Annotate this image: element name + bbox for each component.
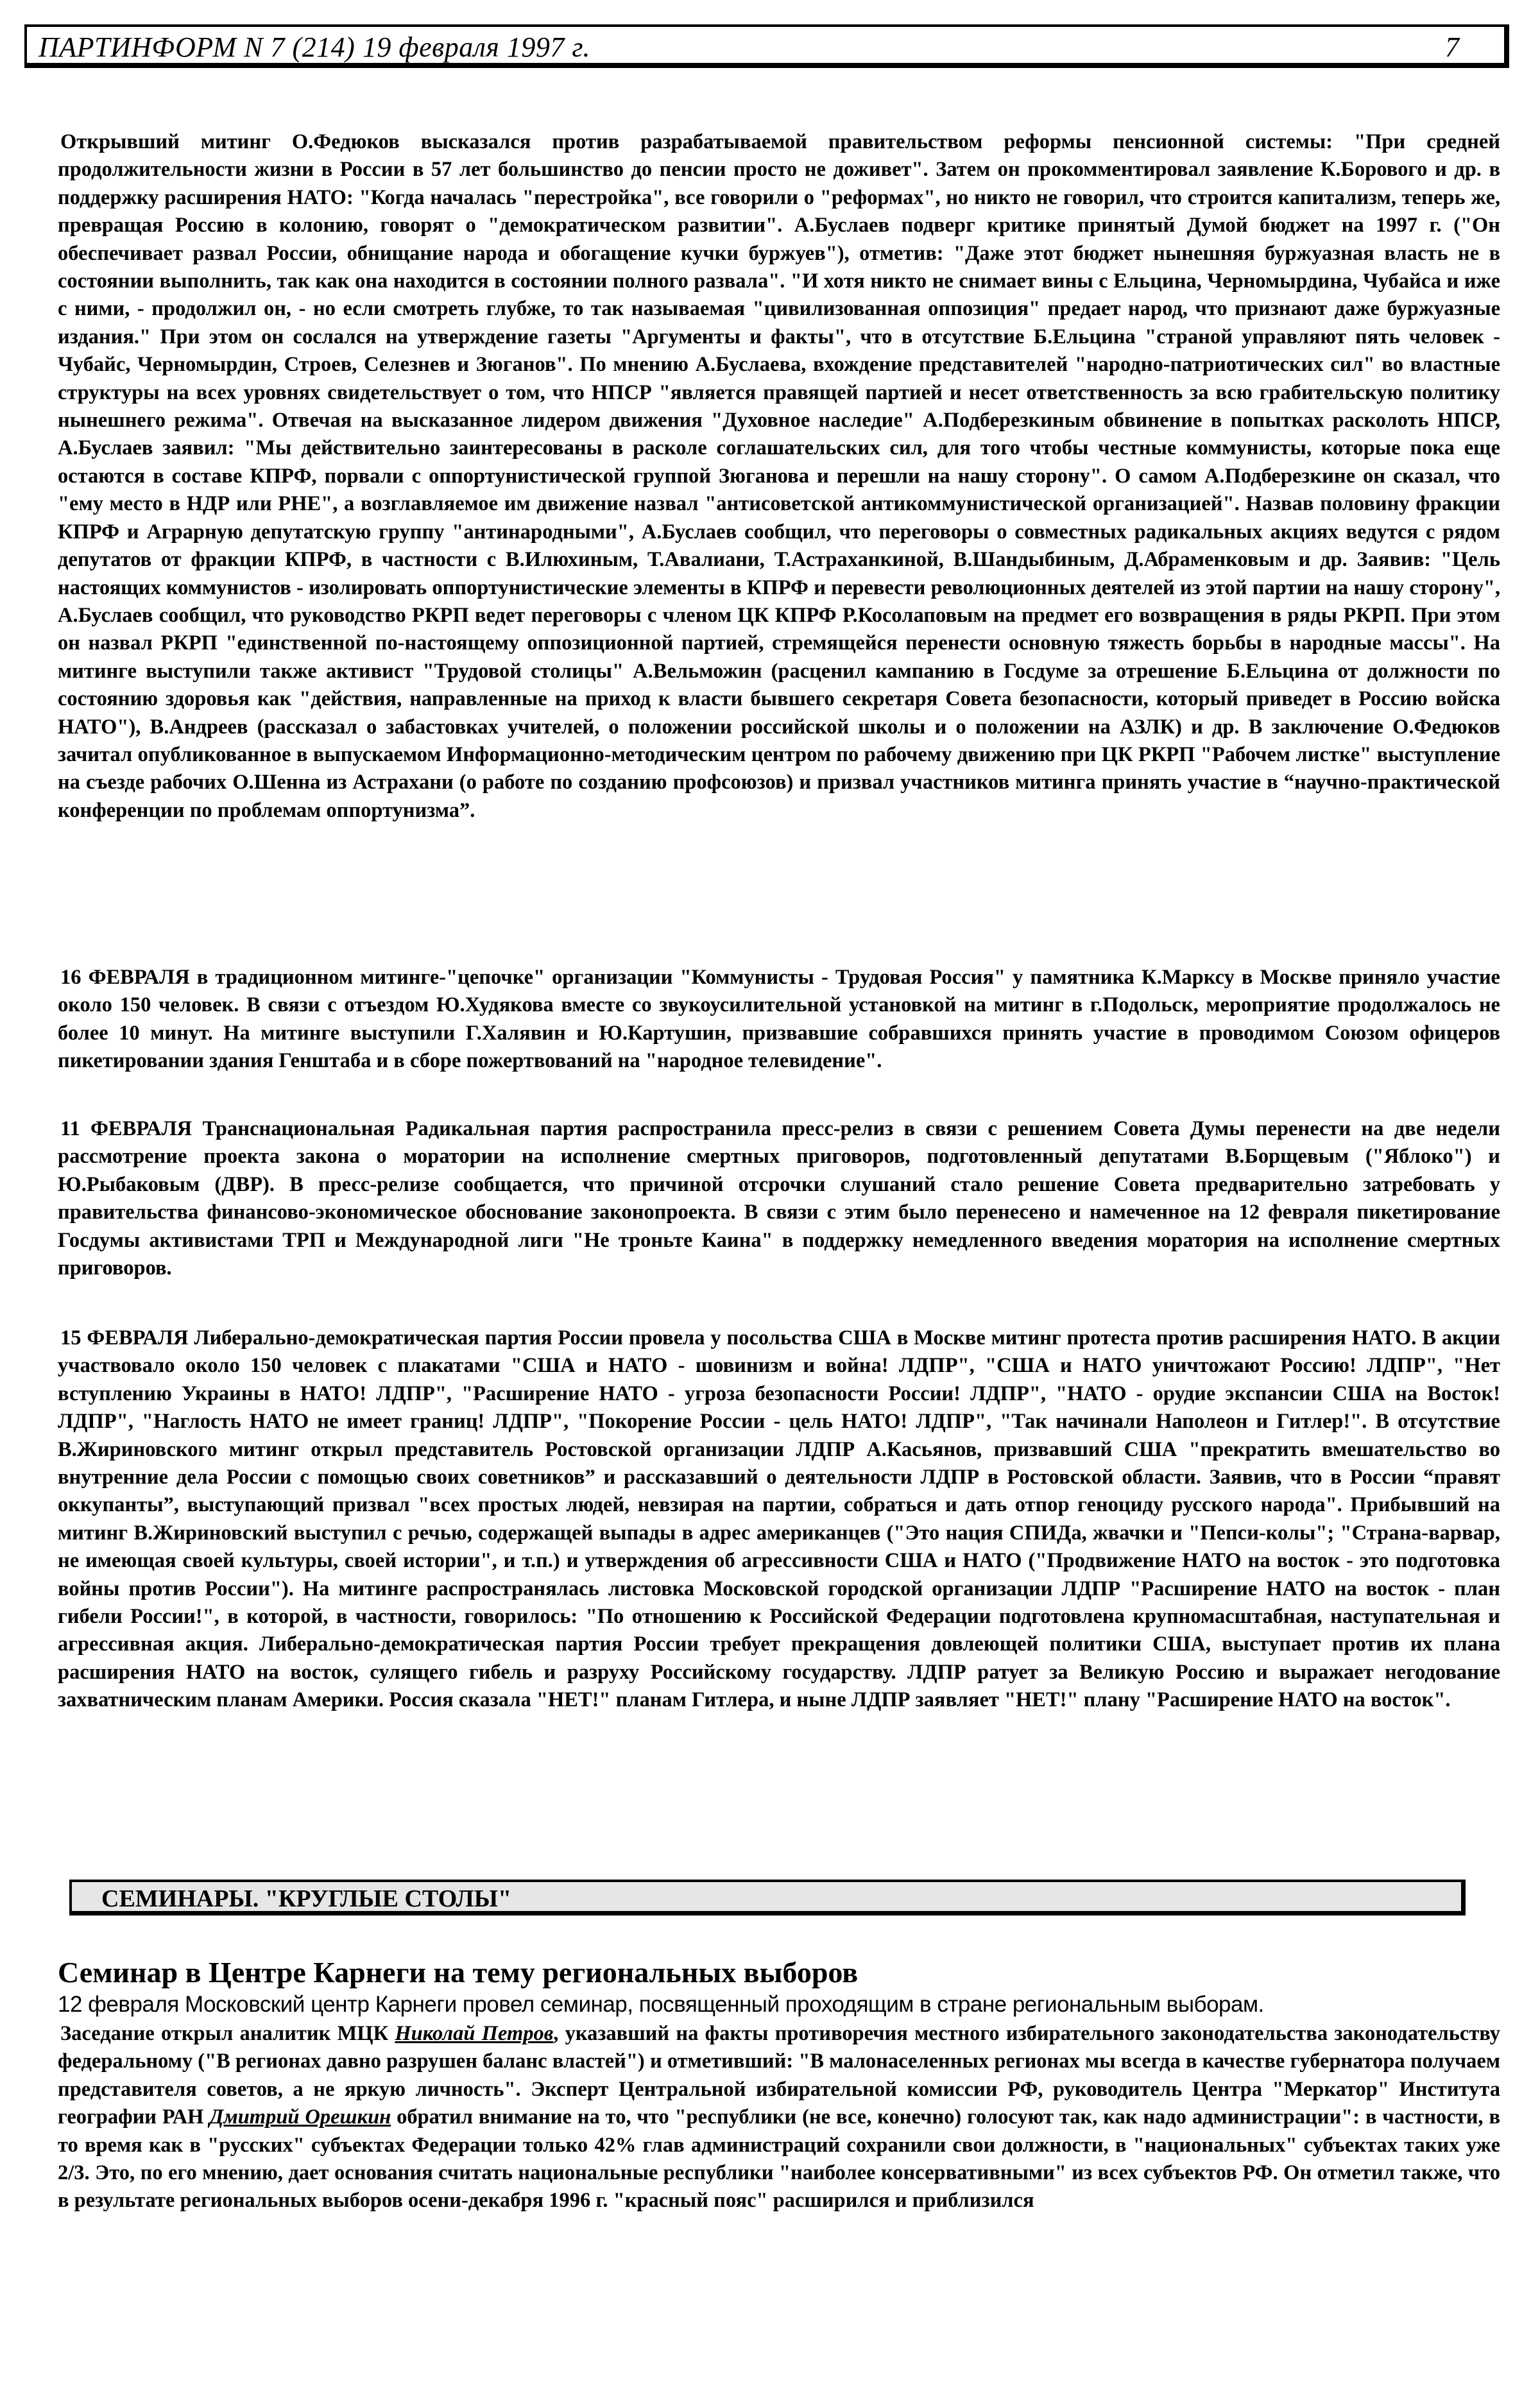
seminar-lead: 12 февраля Московский центр Карнеги провел семинар, посвященный проходящим в стране региональным выборам. — [58, 1992, 1264, 2017]
paragraph-seminar — [58, 2020, 1500, 2215]
article-block-seminar — [58, 2020, 1500, 2215]
seminar-title: Семинар в Центре Карнеги на тему региональных выборов — [58, 1956, 859, 1989]
paragraph-feb-16: 16 ФЕВРАЛЯ в традиционном митинге-"цепочке" организации "Коммунисты - Трудовая Россия" у памятника К.Марксу в Москве приняло участие около 150 человек. В связи с отъездом Ю.Худякова вместе со звукоусилительной установкой на митинг в г.Подольск, мероприятие продолжалось не более 10 минут. На митинге выступили Г.Халявин и Ю.Картушин, призвавшие собравшихся принять участие в проводимом Союзом офицеров пикетировании здания Генштаба и в сборе пожертвований на "народное телевидение". — [58, 966, 1500, 1073]
article-block-4 — [58, 1324, 1500, 1715]
person-name-petrov: Николай Петров — [395, 2022, 554, 2045]
page-header — [24, 24, 1509, 68]
article-block-1 — [58, 128, 1500, 825]
paragraph-feb-11: 11 ФЕВРАЛЯ Транснациональная Радикальная партия распространила пресс-релиз в связи с решением Совета Думы перенести на две недели рассмотрение проекта закона о моратории на исполнение смертных приговоров, подготовленный депутатами В.Борщевым ("Яблоко") и Ю.Рыбаковым (ДВР). В пресс-релизе сообщается, что причиной отсрочки слушаний стало решение Совета предварительно затребовать у правительства финансово-экономическое обоснование законопроекта. В связи с этим было перенесено и намеченное на 12 февраля пикетирование Госдумы активистами ТРП и Международной лиги "Не троньте Каина" в поддержку немедленного введения моратория на исполнение смертных приговоров. — [58, 1117, 1500, 1280]
article-block-2 — [58, 964, 1500, 1075]
article-block-3 — [58, 1115, 1500, 1282]
seminar-text-2: , указавший на факты противоречия местного избирательного законодательства законодательству федеральному ("В регионах давно разрушен баланс властей") и отметивший: "В малонаселенных регионах мы всегда в качестве губернатора получаем представителя советов, а не яркую личность". Эксперт Центральной избирательной комиссии РФ, руководитель Центра "Меркатор" Института географии РАН — [58, 2022, 1500, 2129]
paragraph-feb-15: 15 ФЕВРАЛЯ Либерально-демократическая партия России провела у посольства США в Москве митинг протеста против расширения НАТО. В акции участвовало около 150 человек с плакатами "США и НАТО - шовинизм и война! ЛДПР", "США и НАТО уничтожают Россию! ЛДПР", "Нет вступлению Украины в НАТО! ЛДПР", "Расширение НАТО - угроза безопасности России! ЛДПР", "НАТО - орудие экспансии США на Восток! ЛДПР", "Наглость НАТО не имеет границ! ЛДПР", "Покорение России - цель НАТО! ЛДПР", "Так начинали Наполеон и Гитлер!". В отсутствие В.Жириновского митинг открыл представитель Ростовской организации ЛДПР А.Касьянов, призвавший США "прекратить вмешательство во внутренние дела России с помощью своих советников” и рассказавший о деятельности ЛДПР в Ростовской области. Заявив, что в России “правят оккупанты”, выступающий призвал "всех простых людей, невзирая на партии, собраться и дать отпор геноциду русского народа". Прибывший на митинг В.Жириновский выступил с речью, содержащей выпады в адрес американцев ("Это нация СПИДа, жвачки и "Пепси-колы"; "Страна-варвар, не имеющая своей культуры, своей истории", и т.п.) и утверждения об агрессивности США и НАТО ("Продвижение НАТО на восток - это подготовка войны против России"). На митинге распространялась листовка Московской городской организации ЛДПР "Расширение НАТО на восток - план гибели России!", в которой, в частности, говорилось: "По отношению к Российской Федерации подготовлена крупномасштабная, наступательная и агрессивная акция. Либерально-демократическая партия России требует прекращения довлеющей политики США, выступает против их плана расширения НАТО на восток, сулящего гибель и разруху Российскому государству. ЛДПР ратует за Великую Россию и выражает негодование захватническим планам Америки. Россия сказала "НЕТ!" планам Гитлера, и ныне ЛДПР заявляет "НЕТ!" плану "Расширение НАТО на восток". — [58, 1326, 1500, 1712]
header-title: ПАРТИНФОРМ N 7 (214) 19 февраля 1997 г. — [38, 31, 590, 63]
seminar-text-1: Заседание открыл аналитик МЦК — [60, 2022, 395, 2045]
section-heading: СЕМИНАРЫ. "КРУГЛЫЕ СТОЛЫ" — [101, 1885, 512, 1912]
page-number: 7 — [1445, 31, 1459, 63]
person-name-oreshkin: Дмитрий Орешкин — [209, 2105, 391, 2129]
paragraph-rally-report: Открывший митинг О.Федюков высказался против разрабатываемой правительством реформы пенсионной системы: "При средней продолжительности жизни в России в 57 лет большинство до пенсии просто не доживет". Затем он прокомментировал заявление К.Борового и др. в поддержку расширения НАТО: "Когда началась "перестройка", все говорили о "реформах", но никто не говорил, что строится капитализм, теперь же, превращая Россию в колонию, говорят о "демократическом развитии". А.Буслаев подверг критике принятый Думой бюджет на 1997 г. ("Он обеспечивает развал России, обнищание народа и обогащение кучки буржуев"), отметив: "Даже этот бюджет нынешняя буржуазная власть не в состоянии выполнить, так как она находится в состоянии полного развала". "И хотя никто не снимает вины с Ельцина, Черномырдина, Чубайса и иже с ними, - продолжил он, - но если смотреть глубже, то так называемая "цивилизованная оппозиция" предает народ, что признают даже буржуазные издания." При этом он сослался на утверждение газеты "Аргументы и факты", что в отсутствие Б.Ельцина "страной управляют пять человек - Чубайс, Черномырдин, Строев, Селезнев и Зюганов". По мнению А.Буслаева, вхождение представителей "народно-патриотических сил" во властные структуры на всех уровнях свидетельствует о том, что НПСР "является правящей партией и несет ответственность за всю грабительскую политику нынешнего режима". Отвечая на высказанное лидером движения "Духовное наследие" А.Подберезкиным обвинение в попытках расколоть НПСР, А.Буслаев заявил: "Мы действительно заинтересованы в расколе соглашательских сил, для того чтобы честные коммунисты, которые пока еще остаются в составе КПРФ, порвали с оппортунистической группой Зюганова и перешли на нашу сторону". О самом А.Подберезкине он сказал, что "ему место в НДР или РНЕ", а возглавляемое им движение назвал "антисоветской антикоммунистической организацией". Назвав половину фракции КПРФ и Аграрную депутатскую группу "антинародными", А.Буслаев сообщил, что переговоры о совместных радикальных акциях ведутся с рядом депутатов от фракции КПРФ, в частности с В.Илюхиным, Т.Авалиани, Т.Астраханкиной, В.Шандыбиным, Д.Абраменковым и др. Заявив: "Цель настоящих коммунистов - изолировать оппортунистические элементы в КПРФ и перевести революционных деятелей из этой партии на нашу сторону", А.Буслаев сообщил, что руководство РКРП ведет переговоры с членом ЦК КПРФ Р.Косолаповым на предмет его возвращения в ряды РКРП. При этом он назвал РКРП "единственной по-настоящему оппозиционной партией, стремящейся перенести основную тяжесть борьбы в народные массы". На митинге выступили также активист "Трудовой столицы" А.Вельможин (расценил кампанию в Госдуме за отрешение Б.Ельцина от должности по состоянию здоровья как "действия, направленные на приход к власти бывшего секретаря Совета безопасности, который приведет в Россию войска НАТО"), В.Андреев (рассказал о забастовках учителей, о положении российской школы и о положении на АЗЛК) и др. В заключение О.Федюков зачитал опубликованное в выпускаемом Информационно-методическим центром по рабочему движению при ЦК РКРП "Рабочем листке" выступление на съезде рабочих О.Шенна из Астрахани (о работе по созданию профсоюзов) и призвал участников митинга принять участие в “научно-практической конференции по проблемам оппортунизма”. — [58, 130, 1500, 822]
section-heading-bar — [69, 1880, 1466, 1915]
seminar-text-3: обратил внимание на то, что "республики (не все, конечно) голосуют так, как надо администрации": в частности, в то время как в "русских" субъектах Федерации только 42% глав администраций сохранили свои должности, в "национальных" субъектах таких уже 2/3. Это, по его мнению, дает основания считать национальные республики "наиболее консервативными" из всех субъектов РФ. Он отметил также, что в результате региональных выборов осени-декабря 1996 г. "красный пояс" расширился и приблизился — [58, 2105, 1500, 2213]
